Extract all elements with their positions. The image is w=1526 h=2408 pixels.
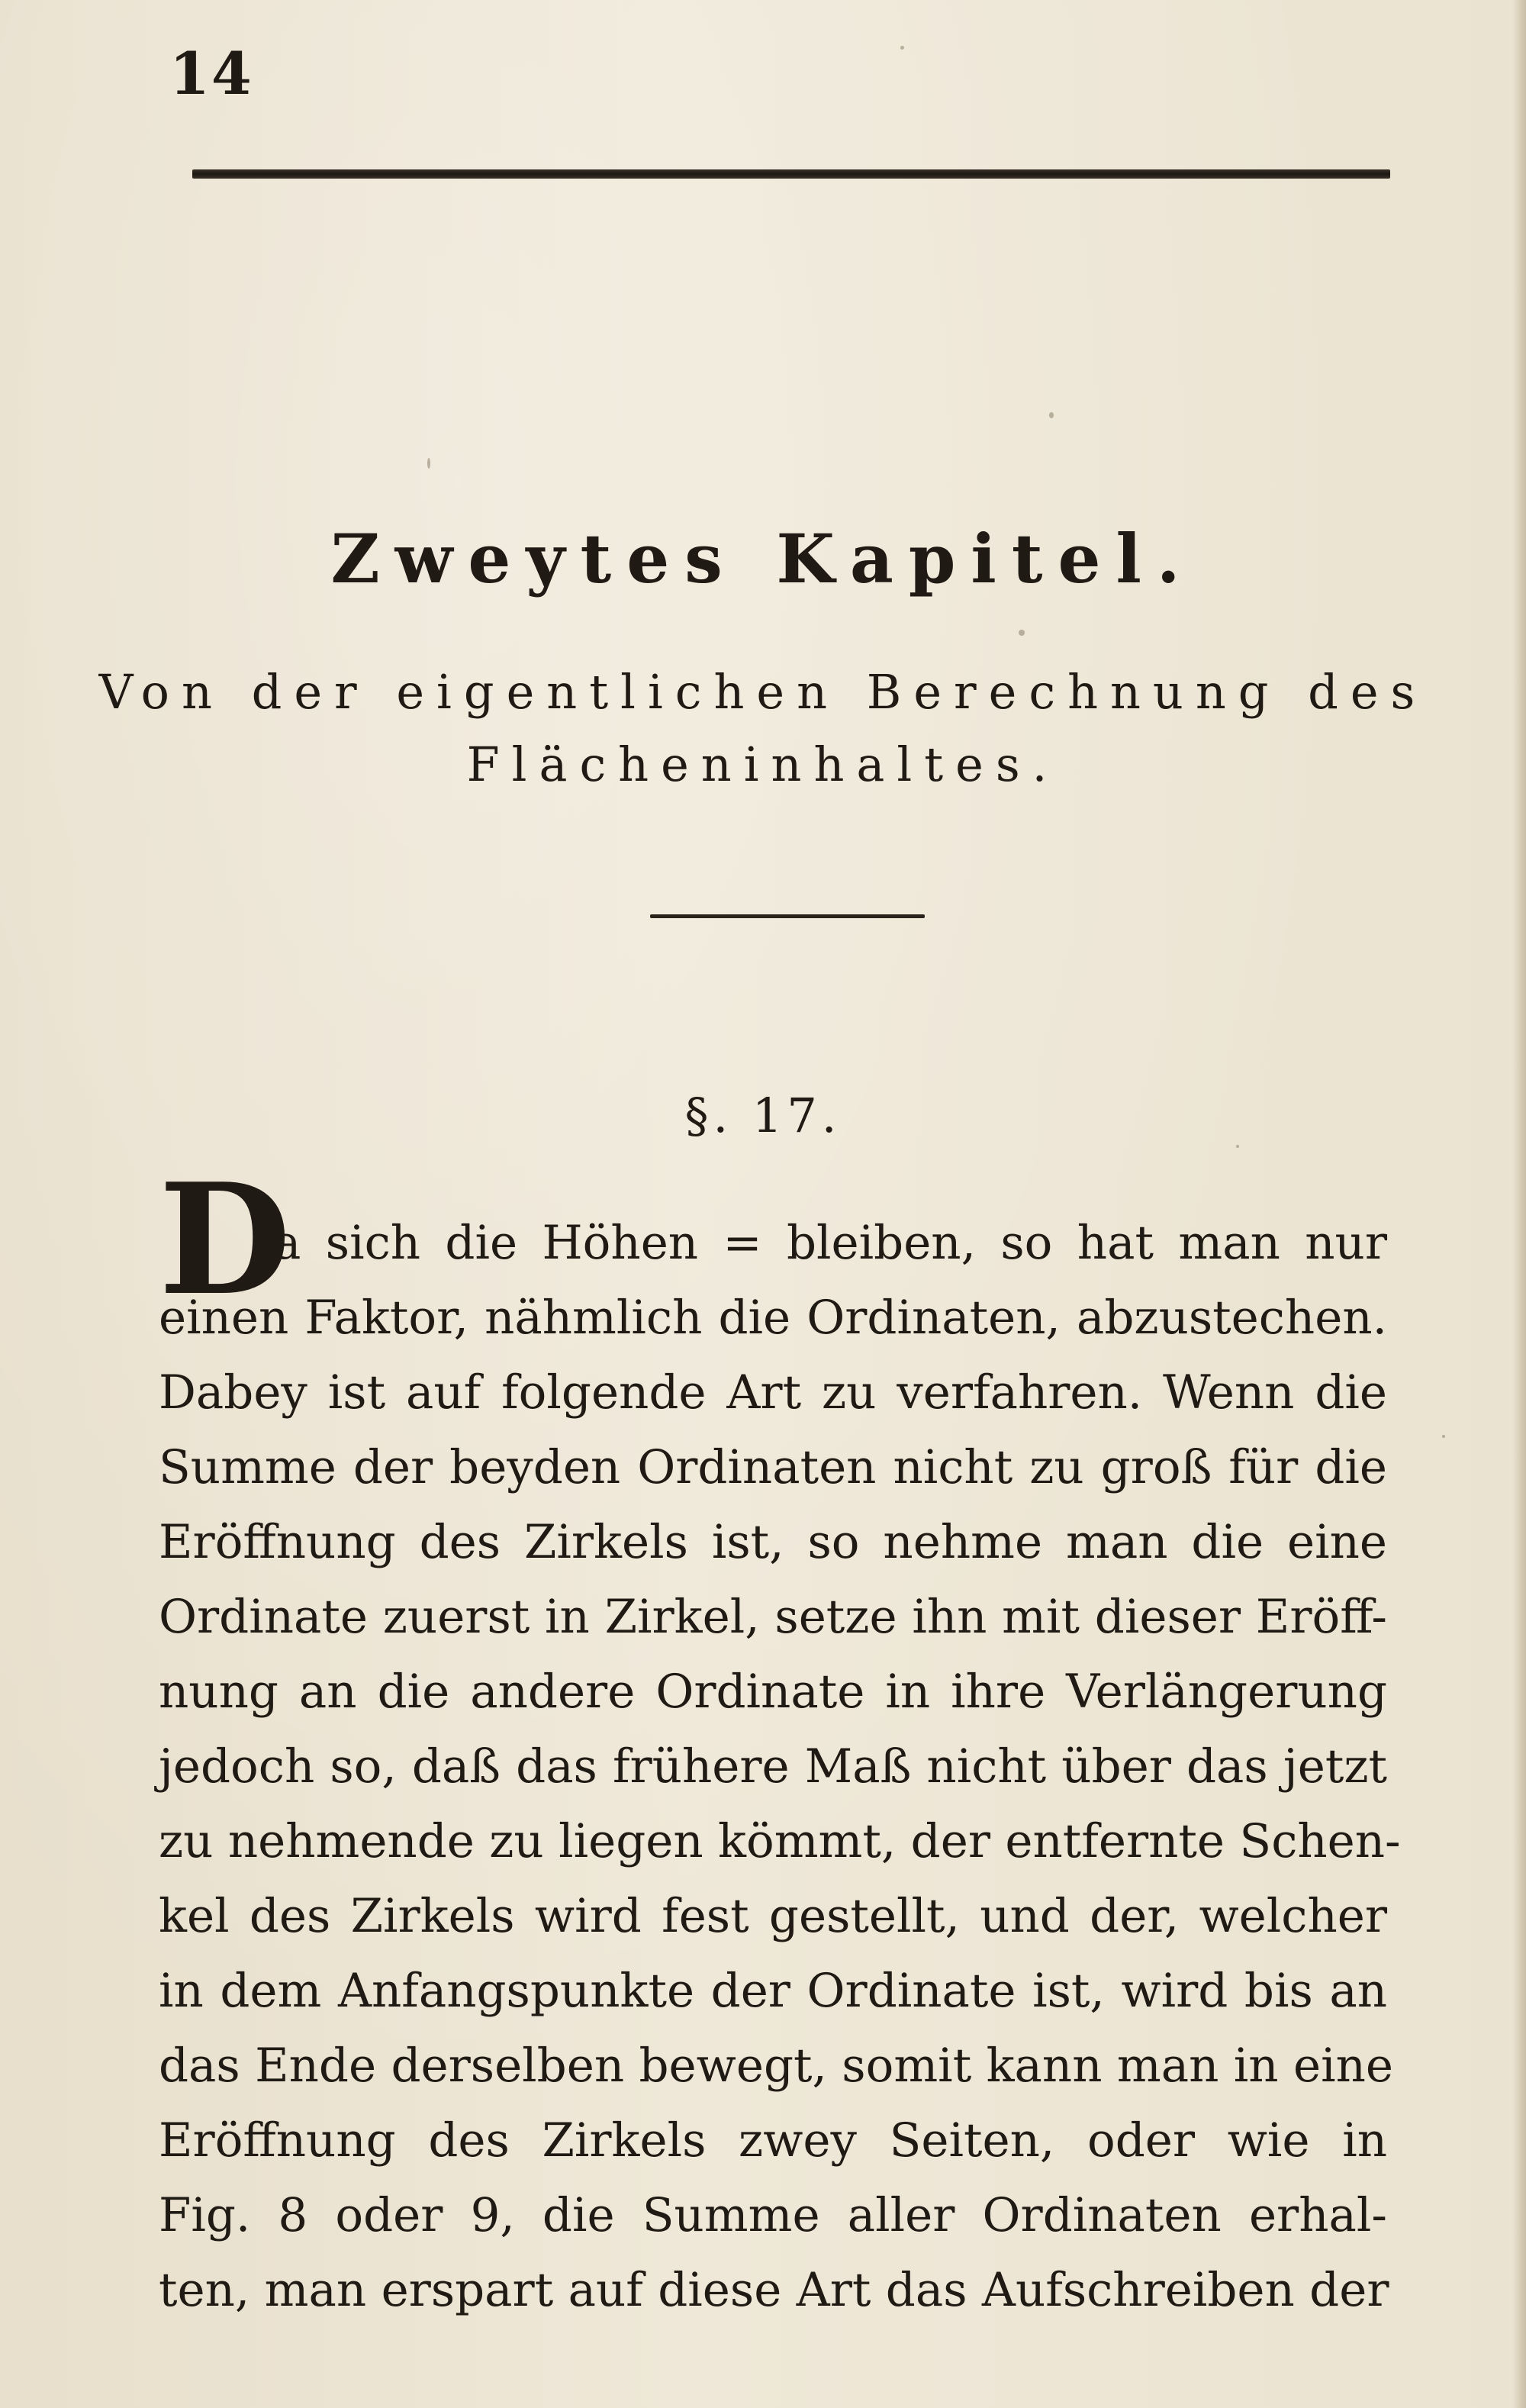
paper-speck — [1049, 412, 1054, 418]
body-paragraph — [159, 1206, 1401, 2328]
body-line: zu nehmende zu liegen kömmt, der entfernte Schen- — [159, 1814, 1401, 1868]
chapter-subtitle-line-2: Flächeninhaltes. — [466, 737, 1060, 792]
body-line: kel des Zirkels wird fest gestellt, und der, welcher — [159, 1889, 1387, 1943]
header-rule — [192, 169, 1390, 179]
body-line: Eröffnung des Zirkels ist, so nehme man die eine — [159, 1515, 1387, 1569]
body-line: Fig. 8 oder 9, die Summe aller Ordinaten erhal- — [159, 2188, 1387, 2242]
body-line: ten, man erspart auf diese Art das Aufschreiben der — [159, 2263, 1389, 2317]
body-line: das Ende derselben bewegt, somit kann man in eine — [159, 2039, 1393, 2093]
chapter-title: Zweytes Kapitel. — [330, 519, 1196, 598]
body-line: jedoch so, daß das frühere Maß nicht über das jetzt — [159, 1739, 1387, 1794]
body-line: einen Faktor, nähmlich die Ordinaten, abzustechen. — [159, 1291, 1387, 1345]
body-line: Ordinate zuerst in Zirkel, setze ihn mit dieser Eröff- — [159, 1590, 1387, 1644]
paper-speck — [427, 458, 430, 469]
drop-cap: D — [159, 1150, 291, 1330]
body-line: in dem Anfangspunkte der Ordinate ist, wird bis an — [159, 1964, 1387, 2018]
body-line: Dabey ist auf folgende Art zu verfahren. Wenn die — [159, 1365, 1387, 1420]
section-divider-rule — [650, 914, 925, 918]
body-line: a sich die Höhen = bleiben, so hat man nur — [273, 1216, 1387, 1270]
chapter-subtitle-line-1: Von der eigentlichen Berechnung des — [98, 664, 1428, 720]
page-number: 14 — [169, 40, 253, 108]
body-line: Eröffnung des Zirkels zwey Seiten, oder wie in — [159, 2113, 1387, 2168]
page-edge-shadow — [1512, 0, 1526, 2408]
paper-speck — [1442, 1435, 1445, 1438]
paper-speck — [1236, 1145, 1239, 1148]
body-line: nung an die andere Ordinate in ihre Verlängerung — [159, 1665, 1387, 1719]
paper-speck — [900, 46, 904, 50]
section-heading: §. 17. — [684, 1088, 842, 1143]
paper-speck — [1019, 630, 1025, 636]
body-line: Summe der beyden Ordinaten nicht zu groß für die — [159, 1440, 1387, 1494]
